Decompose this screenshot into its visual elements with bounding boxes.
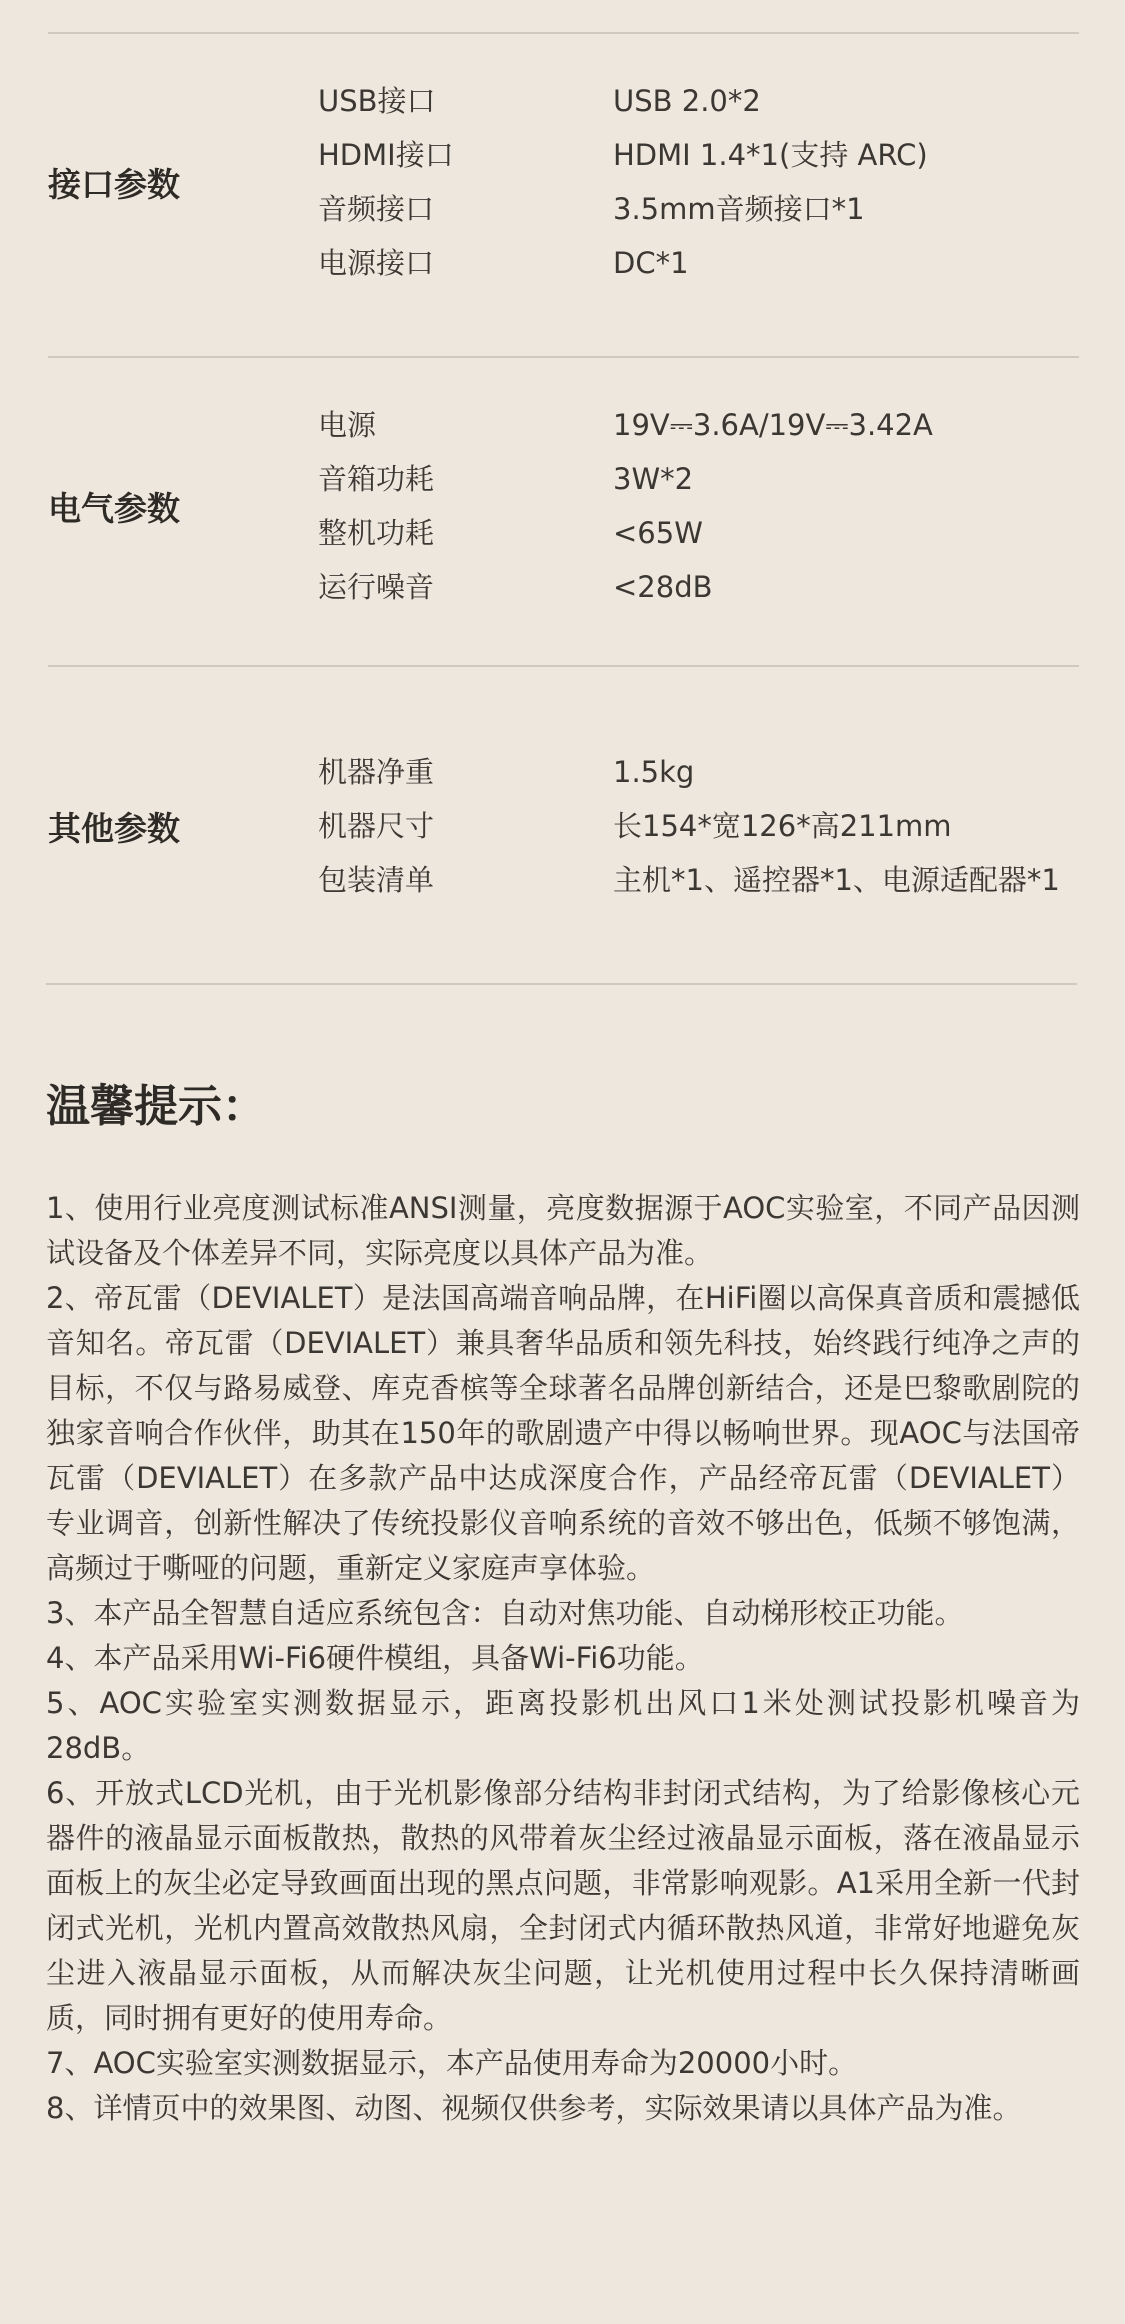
spec-section-electrical (48, 398, 1079, 642)
spec-row (48, 182, 1079, 236)
note-item: 5、AOC实验室实测数据显示，距离投影机出风口1米处测试投影机噪音为28dB。 (46, 1686, 1080, 1765)
spec-value: DC*1 (613, 246, 689, 280)
spec-name: USB接口 (318, 84, 436, 118)
spec-name: 电源接口 (318, 246, 435, 280)
spec-name: 包装清单 (318, 863, 435, 897)
divider-top (48, 32, 1079, 34)
spec-value: 主机*1、遥控器*1、电源适配器*1 (613, 863, 1060, 897)
spec-value: 长154*宽126*高211mm (613, 809, 952, 843)
divider-3 (46, 983, 1077, 985)
spec-row (48, 236, 1079, 290)
spec-name: 音箱功耗 (318, 462, 435, 496)
spec-value: 1.5kg (613, 755, 695, 789)
spec-row (48, 74, 1079, 128)
section-title: 接口参数 (48, 165, 180, 204)
spec-value: 19V⎓3.6A/19V⎓3.42A (613, 408, 933, 442)
spec-value: USB 2.0*2 (613, 84, 761, 118)
spec-name: 整机功耗 (318, 516, 435, 550)
note-item: 2、帝瓦雷（DEVIALET）是法国高端音响品牌，在HiFi圈以高保真音质和震撼低音知名。帝瓦雷（DEVIALET）兼具奢华品质和领先科技，始终践行纯净之声的目标，不仅与路易威登、库克香槟等全球著名品牌创新结合，还是巴黎歌剧院的独家音响合作伙伴，助其在150年的歌剧遗产中得以畅响世界。现AOC与法国帝瓦雷（DEVIALET）在多款产品中达成深度合作，产品经帝瓦雷（DEVIALET）专业调音，创新性解决了传统投影仪音响系统的音效不够出色，低频不够饱满，高频过于嘶哑的问题，重新定义家庭声享体验。 (46, 1281, 1080, 1585)
spec-value: <65W (613, 516, 703, 550)
spec-row (48, 745, 1079, 799)
spec-name: 机器净重 (318, 755, 435, 789)
spec-value: HDMI 1.4*1(支持 ARC) (613, 138, 928, 172)
spec-row (48, 398, 1079, 452)
note-item: 3、本产品全智慧自适应系统包含：自动对焦功能、自动梯形校正功能。 (46, 1596, 964, 1630)
notes-list (46, 1186, 1080, 2131)
spec-name: 运行噪音 (318, 570, 435, 604)
spec-value: <28dB (613, 570, 713, 604)
spec-name: HDMI接口 (318, 138, 454, 172)
note-item: 8、详情页中的效果图、动图、视频仅供参考，实际效果请以具体产品为准。 (46, 2091, 1022, 2125)
section-title: 其他参数 (48, 809, 180, 848)
spec-row (48, 128, 1079, 182)
spec-row (48, 506, 1079, 560)
spec-section-other (48, 745, 1079, 915)
spec-row (48, 853, 1079, 907)
notes-title: 温馨提示： (46, 1081, 266, 1132)
divider-1 (48, 356, 1079, 358)
spec-value: 3.5mm音频接口*1 (613, 192, 865, 226)
spec-row (48, 452, 1079, 506)
spec-value: 3W*2 (613, 462, 694, 496)
spec-row (48, 799, 1079, 853)
note-item: 1、使用行业亮度测试标准ANSI测量，亮度数据源于AOC实验室，不同产品因测试设备及个体差异不同，实际亮度以具体产品为准。 (46, 1191, 1080, 1270)
note-item: 7、AOC实验室实测数据显示，本产品使用寿命为20000小时。 (46, 2046, 858, 2080)
section-title: 电气参数 (48, 489, 180, 528)
note-item: 6、开放式LCD光机，由于光机影像部分结构非封闭式结构，为了给影像核心元器件的液晶显示面板散热，散热的风带着灰尘经过液晶显示面板，落在液晶显示面板上的灰尘必定导致画面出现的黑点问题，非常影响观影。A1采用全新一代封闭式光机，光机内置高效散热风扇，全封闭式内循环散热风道，非常好地避免灰尘进入液晶显示面板，从而解决灰尘问题，让光机使用过程中长久保持清晰画质，同时拥有更好的使用寿命。 (46, 1776, 1080, 2035)
spec-section-interfaces (48, 74, 1079, 318)
spec-name: 音频接口 (318, 192, 435, 226)
spec-row (48, 560, 1079, 614)
note-item: 4、本产品采用Wi-Fi6硬件模组，具备Wi-Fi6功能。 (46, 1641, 704, 1675)
spec-name: 机器尺寸 (318, 809, 435, 843)
spec-name: 电源 (318, 408, 377, 442)
divider-2 (48, 665, 1079, 667)
